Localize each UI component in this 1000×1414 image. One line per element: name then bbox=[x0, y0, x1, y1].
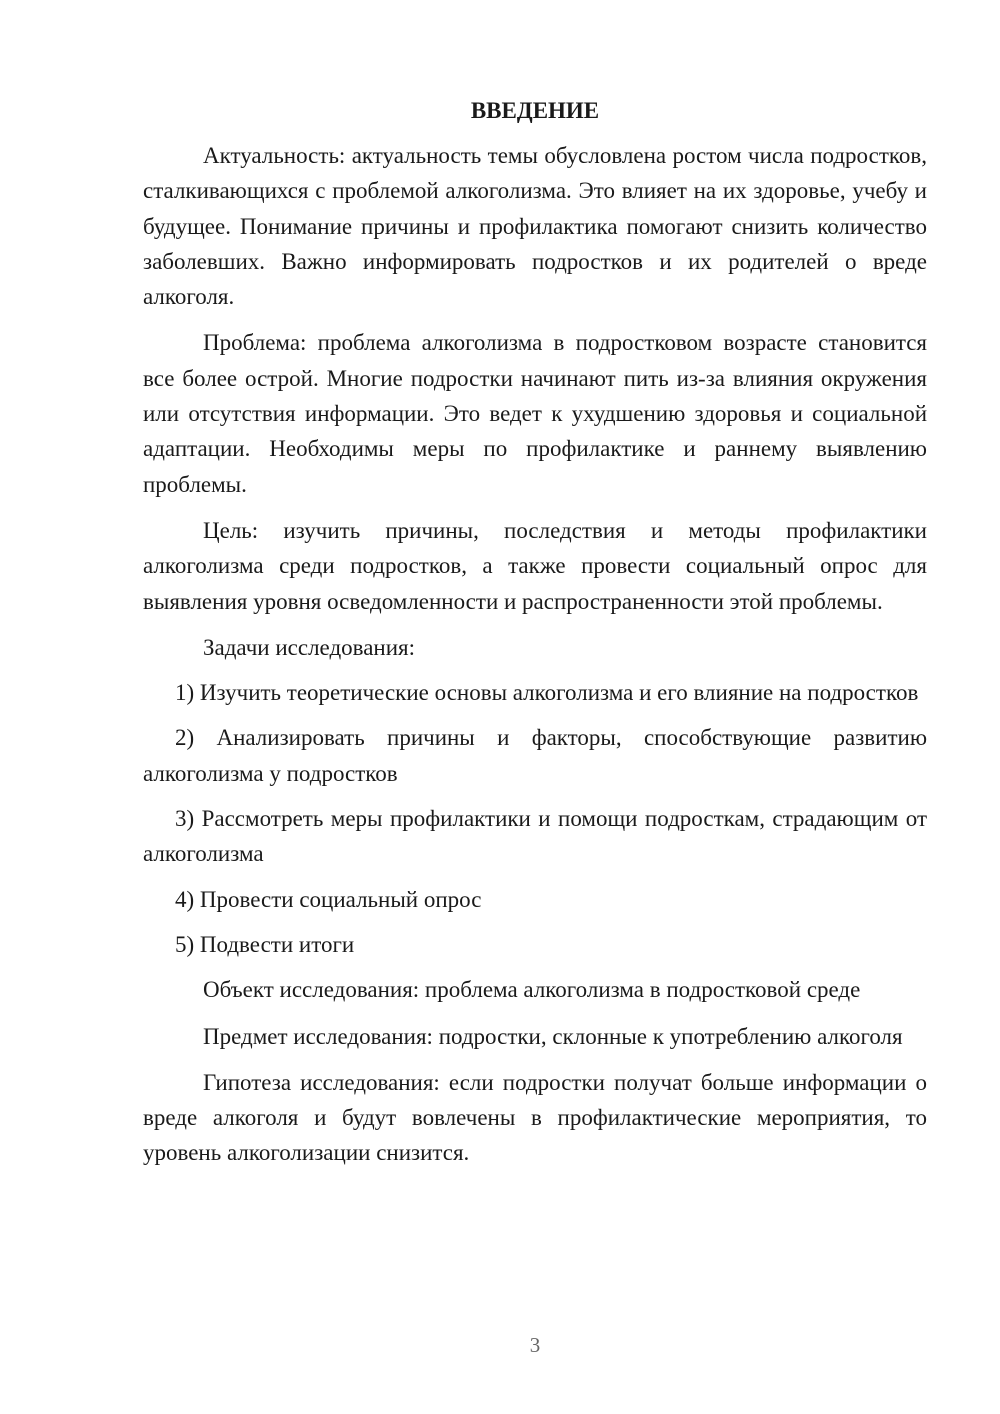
section-title: ВВЕДЕНИЕ bbox=[470, 98, 600, 123]
paragraph-relevance: Актуальность: актуальность темы обусловлена ростом числа подростков, сталкивающихся с проблемой алкоголизма. Это влияет на их здоровье, учебу и будущее. Понимание причины и профилактика помогают снизить количество заболевших. Важно информировать подростков и их родителей о вреде алкоголя. bbox=[143, 143, 927, 310]
page-number: 3 bbox=[529, 1333, 541, 1357]
paragraph-goal: Цель: изучить причины, последствия и методы профилактики алкоголизма среди подростков, а также провести социальный опрос для выявления уровня осведомленности и распространенности этой проблемы. bbox=[143, 517, 927, 614]
paragraph-hypothesis: Гипотеза исследования: если подростки получат больше информации о вреде алкоголя и будут вовлечены в профилактические мероприятия, то уровень алкоголизации снизится. bbox=[143, 1069, 927, 1166]
task-item-5: 5) Подвести итоги bbox=[175, 931, 355, 957]
task-item-3: 3) Рассмотреть меры профилактики и помощи подросткам, страдающим от алкоголизма bbox=[143, 806, 927, 867]
task-item-1: 1) Изучить теоретические основы алкоголизма и его влияние на подростков bbox=[175, 680, 919, 706]
paragraph-problem: Проблема: проблема алкоголизма в подростковом возрасте становится все более острой. Многие подростки начинают пить из-за влияния окружения или отсутствия информации. Это ведет к ухудшению здоровья и социальной адаптации. Необходимы меры по профилактике и раннему выявлению проблемы. bbox=[143, 330, 927, 497]
paragraph-subject: Предмет исследования: подростки, склонные к употреблению алкоголя bbox=[203, 1023, 903, 1049]
task-item-2: 2) Анализировать причины и факторы, способствующие развитию алкоголизма у подростков bbox=[143, 725, 927, 786]
paragraph-object: Объект исследования: проблема алкоголизма в подростковой среде bbox=[203, 977, 861, 1003]
task-item-4: 4) Провести социальный опрос bbox=[175, 886, 482, 912]
tasks-heading: Задачи исследования: bbox=[203, 634, 416, 660]
